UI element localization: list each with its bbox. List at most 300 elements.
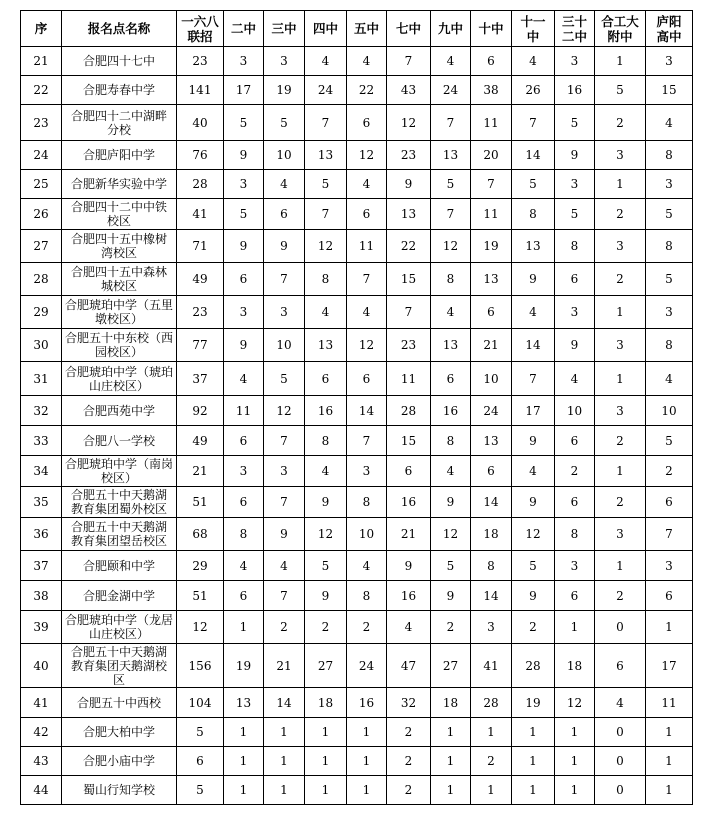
quota-value-cell: 26 <box>512 76 555 105</box>
table-row <box>21 170 693 199</box>
row-number-cell: 27 <box>21 230 62 263</box>
column-header <box>347 11 387 47</box>
quota-value-cell: 7 <box>646 518 693 551</box>
column-header-line: 高中 <box>656 28 682 44</box>
quota-value-cell: 13 <box>512 230 555 263</box>
column-header-line: 十一 <box>520 13 546 29</box>
quota-value-cell: 2 <box>387 776 431 805</box>
quota-value-cell: 9 <box>387 551 431 581</box>
quota-value-cell: 1 <box>512 776 555 805</box>
row-number-cell: 28 <box>21 263 62 296</box>
school-name-cell <box>62 426 177 456</box>
quota-value-cell: 2 <box>431 611 471 644</box>
quota-value-cell: 1 <box>264 776 305 805</box>
row-number-cell: 37 <box>21 551 62 581</box>
quota-value-cell: 6 <box>177 747 224 776</box>
quota-value-cell: 21 <box>177 456 224 487</box>
quota-value-cell: 1 <box>595 362 646 396</box>
quota-value-cell: 4 <box>305 296 347 329</box>
quota-value-cell: 2 <box>595 263 646 296</box>
column-header-line: 十中 <box>478 21 504 36</box>
quota-value-cell: 2 <box>512 611 555 644</box>
quota-value-cell: 156 <box>177 644 224 688</box>
quota-value-cell: 3 <box>264 456 305 487</box>
school-name-line: 合肥五十中天鹅湖 <box>70 520 167 534</box>
quota-value-cell: 47 <box>387 644 431 688</box>
quota-value-cell: 14 <box>512 141 555 170</box>
quota-value-cell: 43 <box>387 76 431 105</box>
quota-value-cell: 28 <box>177 170 224 199</box>
table-row <box>21 747 693 776</box>
school-name-cell <box>62 141 177 170</box>
quota-value-cell: 7 <box>512 362 555 396</box>
column-header <box>471 11 512 47</box>
school-name-cell <box>62 644 177 688</box>
quota-value-cell: 15 <box>387 426 431 456</box>
quota-value-cell: 4 <box>555 362 595 396</box>
quota-value-cell: 1 <box>471 776 512 805</box>
school-name-cell <box>62 518 177 551</box>
school-name-cell <box>62 263 177 296</box>
quota-value-cell: 12 <box>177 611 224 644</box>
school-name-line: 合肥琥珀中学（龙居 <box>64 613 173 627</box>
school-name-line: 湾校区 <box>100 246 137 260</box>
quota-value-cell: 76 <box>177 141 224 170</box>
column-header-line: 七中 <box>395 21 421 36</box>
quota-value-cell: 2 <box>471 747 512 776</box>
table-row <box>21 487 693 518</box>
quota-value-cell: 7 <box>347 263 387 296</box>
quota-value-cell: 9 <box>264 230 305 263</box>
quota-value-cell: 24 <box>431 76 471 105</box>
quota-value-cell: 19 <box>264 76 305 105</box>
column-header-line: 联招 <box>187 28 213 44</box>
column-header <box>305 11 347 47</box>
quota-value-cell: 8 <box>224 518 264 551</box>
quota-value-cell: 23 <box>177 47 224 76</box>
school-name-line: 合肥琥珀中学（南岗 <box>64 457 173 471</box>
quota-value-cell: 7 <box>431 105 471 141</box>
school-name-line: 合肥四十五中森林 <box>70 265 167 279</box>
quota-value-cell: 12 <box>555 688 595 718</box>
quota-value-cell: 12 <box>347 141 387 170</box>
quota-value-cell: 9 <box>512 487 555 518</box>
row-number-cell: 33 <box>21 426 62 456</box>
quota-value-cell: 0 <box>595 776 646 805</box>
school-name-line: 分校 <box>106 122 131 137</box>
school-name-cell <box>62 105 177 141</box>
quota-value-cell: 4 <box>264 551 305 581</box>
quota-value-cell: 17 <box>512 396 555 426</box>
quota-value-cell: 27 <box>431 644 471 688</box>
quota-value-cell: 14 <box>264 688 305 718</box>
quota-value-cell: 12 <box>347 329 387 362</box>
quota-value-cell: 1 <box>555 718 595 747</box>
row-number-cell: 25 <box>21 170 62 199</box>
column-header <box>387 11 431 47</box>
quota-value-cell: 22 <box>387 230 431 263</box>
quota-value-cell: 37 <box>177 362 224 396</box>
quota-value-cell: 3 <box>595 329 646 362</box>
table-row <box>21 362 693 396</box>
quota-value-cell: 41 <box>177 199 224 230</box>
quota-value-cell: 6 <box>387 456 431 487</box>
column-header-line: 三十 <box>561 13 587 29</box>
quota-value-cell: 3 <box>646 170 693 199</box>
quota-value-cell: 4 <box>224 362 264 396</box>
quota-value-cell: 8 <box>646 230 693 263</box>
quota-value-cell: 4 <box>431 47 471 76</box>
quota-value-cell: 8 <box>646 329 693 362</box>
school-name-line: 合肥四十七中 <box>82 54 155 68</box>
quota-value-cell: 6 <box>347 105 387 141</box>
quota-value-cell: 8 <box>431 263 471 296</box>
quota-value-cell: 9 <box>512 263 555 296</box>
quota-value-cell: 7 <box>264 263 305 296</box>
school-name-cell <box>62 551 177 581</box>
table-row <box>21 456 693 487</box>
quota-value-cell: 12 <box>305 230 347 263</box>
school-name-line: 合肥庐阳中学 <box>82 148 155 162</box>
quota-value-cell: 9 <box>305 487 347 518</box>
row-number-cell: 36 <box>21 518 62 551</box>
quota-value-cell: 5 <box>177 718 224 747</box>
school-name-line: 校区 <box>106 214 131 228</box>
row-number-cell: 34 <box>21 456 62 487</box>
column-header <box>555 11 595 47</box>
school-name-line: 合肥西苑中学 <box>82 403 155 418</box>
quota-value-cell: 27 <box>305 644 347 688</box>
quota-value-cell: 28 <box>387 396 431 426</box>
quota-value-cell: 41 <box>471 644 512 688</box>
quota-value-cell: 2 <box>264 611 305 644</box>
quota-value-cell: 4 <box>431 456 471 487</box>
quota-value-cell: 8 <box>305 426 347 456</box>
column-header-line: 二中 <box>230 21 256 36</box>
row-number-cell: 38 <box>21 581 62 611</box>
quota-value-cell: 21 <box>471 329 512 362</box>
row-number-cell: 29 <box>21 296 62 329</box>
quota-value-cell: 1 <box>224 776 264 805</box>
row-number-cell: 42 <box>21 718 62 747</box>
allocation-table-wrapper <box>20 10 693 805</box>
quota-value-cell: 13 <box>224 688 264 718</box>
quota-value-cell: 16 <box>387 487 431 518</box>
quota-value-cell: 9 <box>264 518 305 551</box>
column-header-line: 报名点名称 <box>87 21 151 36</box>
quota-value-cell: 10 <box>264 329 305 362</box>
quota-value-cell: 4 <box>305 47 347 76</box>
quota-value-cell: 10 <box>646 396 693 426</box>
quota-value-cell: 2 <box>595 426 646 456</box>
quota-value-cell: 5 <box>646 426 693 456</box>
column-header <box>21 11 62 47</box>
school-name-line: 合肥小庙中学 <box>82 754 155 768</box>
quota-value-cell: 2 <box>555 456 595 487</box>
quota-value-cell: 7 <box>431 199 471 230</box>
quota-value-cell: 3 <box>224 456 264 487</box>
quota-value-cell: 5 <box>646 199 693 230</box>
quota-value-cell: 5 <box>224 105 264 141</box>
school-name-line: 合肥四十二中中铁 <box>70 200 167 214</box>
quota-value-cell: 38 <box>471 76 512 105</box>
quota-value-cell: 5 <box>555 105 595 141</box>
row-number-cell: 24 <box>21 141 62 170</box>
quota-value-cell: 71 <box>177 230 224 263</box>
row-number-cell: 26 <box>21 199 62 230</box>
quota-value-cell: 24 <box>347 644 387 688</box>
quota-value-cell: 11 <box>224 396 264 426</box>
quota-value-cell: 24 <box>305 76 347 105</box>
quota-value-cell: 6 <box>431 362 471 396</box>
quota-value-cell: 4 <box>512 47 555 76</box>
quota-value-cell: 28 <box>512 644 555 688</box>
quota-value-cell: 5 <box>305 551 347 581</box>
quota-value-cell: 104 <box>177 688 224 718</box>
quota-value-cell: 8 <box>305 263 347 296</box>
quota-value-cell: 49 <box>177 263 224 296</box>
quota-value-cell: 1 <box>224 747 264 776</box>
quota-value-cell: 17 <box>646 644 693 688</box>
quota-value-cell: 24 <box>471 396 512 426</box>
school-name-cell <box>62 199 177 230</box>
table-row <box>21 47 693 76</box>
quota-value-cell: 6 <box>471 47 512 76</box>
quota-value-cell: 17 <box>224 76 264 105</box>
quota-value-cell: 23 <box>387 329 431 362</box>
quota-value-cell: 1 <box>595 47 646 76</box>
quota-value-cell: 19 <box>224 644 264 688</box>
quota-value-cell: 3 <box>646 296 693 329</box>
school-name-cell <box>62 581 177 611</box>
quota-value-cell: 5 <box>512 551 555 581</box>
quota-value-cell: 4 <box>264 170 305 199</box>
quota-value-cell: 5 <box>512 170 555 199</box>
school-name-line: 园校区） <box>94 345 143 359</box>
quota-value-cell: 5 <box>646 263 693 296</box>
school-name-line: 城校区 <box>100 279 137 293</box>
quota-value-cell: 13 <box>431 329 471 362</box>
row-number-cell: 30 <box>21 329 62 362</box>
quota-value-cell: 7 <box>305 199 347 230</box>
quota-value-cell: 4 <box>347 551 387 581</box>
quota-value-cell: 51 <box>177 487 224 518</box>
quota-value-cell: 9 <box>431 487 471 518</box>
column-header <box>595 11 646 47</box>
column-header-line: 合工大 <box>601 13 639 29</box>
quota-value-cell: 6 <box>347 362 387 396</box>
quota-value-cell: 4 <box>431 296 471 329</box>
quota-value-cell: 6 <box>595 644 646 688</box>
school-name-line: 山庄校区） <box>88 378 149 393</box>
quota-value-cell: 16 <box>555 76 595 105</box>
column-header-line: 三中 <box>271 21 297 36</box>
school-name-cell <box>62 170 177 199</box>
school-name-line: 合肥八一学校 <box>82 433 155 448</box>
quota-value-cell: 13 <box>387 199 431 230</box>
quota-value-cell: 6 <box>646 487 693 518</box>
quota-value-cell: 2 <box>595 199 646 230</box>
school-name-cell <box>62 230 177 263</box>
quota-value-cell: 9 <box>387 170 431 199</box>
school-name-cell <box>62 396 177 426</box>
quota-value-cell: 12 <box>431 518 471 551</box>
quota-value-cell: 12 <box>512 518 555 551</box>
school-name-line: 教育集团蜀外校区 <box>70 502 167 516</box>
column-header <box>62 11 177 47</box>
school-name-cell <box>62 47 177 76</box>
quota-value-cell: 4 <box>305 456 347 487</box>
quota-value-cell: 28 <box>471 688 512 718</box>
quota-value-cell: 5 <box>264 362 305 396</box>
quota-value-cell: 40 <box>177 105 224 141</box>
quota-value-cell: 29 <box>177 551 224 581</box>
quota-value-cell: 6 <box>347 199 387 230</box>
quota-value-cell: 141 <box>177 76 224 105</box>
quota-value-cell: 1 <box>595 170 646 199</box>
quota-value-cell: 19 <box>512 688 555 718</box>
quota-value-cell: 1 <box>646 611 693 644</box>
column-header-line: 九中 <box>437 21 463 36</box>
quota-value-cell: 4 <box>646 105 693 141</box>
quota-value-cell: 8 <box>555 230 595 263</box>
quota-value-cell: 18 <box>471 518 512 551</box>
quota-value-cell: 20 <box>471 141 512 170</box>
school-name-line: 区 <box>112 672 125 687</box>
quota-value-cell: 2 <box>387 718 431 747</box>
quota-value-cell: 12 <box>264 396 305 426</box>
quota-value-cell: 0 <box>595 718 646 747</box>
quota-value-cell: 9 <box>305 581 347 611</box>
quota-value-cell: 6 <box>224 426 264 456</box>
quota-value-cell: 7 <box>512 105 555 141</box>
row-number-cell: 44 <box>21 776 62 805</box>
quota-value-cell: 7 <box>387 47 431 76</box>
quota-value-cell: 4 <box>387 611 431 644</box>
column-header <box>646 11 693 47</box>
quota-value-cell: 7 <box>264 426 305 456</box>
quota-value-cell: 8 <box>347 487 387 518</box>
table-row <box>21 551 693 581</box>
quota-value-cell: 2 <box>305 611 347 644</box>
quota-value-cell: 14 <box>471 487 512 518</box>
quota-value-cell: 6 <box>555 263 595 296</box>
quota-value-cell: 13 <box>305 329 347 362</box>
quota-value-cell: 15 <box>387 263 431 296</box>
quota-value-cell: 22 <box>347 76 387 105</box>
quota-value-cell: 1 <box>224 718 264 747</box>
quota-value-cell: 1 <box>305 776 347 805</box>
quota-value-cell: 3 <box>347 456 387 487</box>
column-header-line: 五中 <box>353 21 379 36</box>
quota-value-cell: 16 <box>305 396 347 426</box>
quota-value-cell: 0 <box>595 611 646 644</box>
quota-value-cell: 7 <box>305 105 347 141</box>
quota-value-cell: 3 <box>646 551 693 581</box>
school-name-line: 合肥颐和中学 <box>82 558 155 573</box>
school-name-line: 合肥琥珀中学（琥珀 <box>64 364 173 379</box>
quota-value-cell: 3 <box>595 396 646 426</box>
quota-value-cell: 3 <box>555 170 595 199</box>
quota-value-cell: 2 <box>595 487 646 518</box>
school-name-line: 教育集团天鹅湖校 <box>70 658 167 673</box>
quota-value-cell: 11 <box>646 688 693 718</box>
column-header <box>512 11 555 47</box>
school-name-line: 合肥五十中天鹅湖 <box>70 644 167 659</box>
quota-value-cell: 6 <box>305 362 347 396</box>
school-name-cell <box>62 76 177 105</box>
quota-value-cell: 4 <box>595 688 646 718</box>
table-row <box>21 611 693 644</box>
quota-value-cell: 3 <box>224 47 264 76</box>
quota-value-cell: 8 <box>347 581 387 611</box>
quota-value-cell: 14 <box>512 329 555 362</box>
quota-value-cell: 68 <box>177 518 224 551</box>
school-name-line: 校区） <box>100 471 137 485</box>
table-row <box>21 141 693 170</box>
column-header-line: 二中 <box>561 28 587 44</box>
quota-value-cell: 18 <box>555 644 595 688</box>
quota-value-cell: 8 <box>431 426 471 456</box>
row-number-cell: 43 <box>21 747 62 776</box>
quota-value-cell: 5 <box>305 170 347 199</box>
quota-value-cell: 2 <box>347 611 387 644</box>
table-row <box>21 718 693 747</box>
quota-value-cell: 14 <box>347 396 387 426</box>
quota-value-cell: 1 <box>595 296 646 329</box>
header-row <box>21 11 693 47</box>
column-header <box>264 11 305 47</box>
quota-value-cell: 10 <box>555 396 595 426</box>
column-header-line: 庐阳 <box>656 13 682 29</box>
quota-value-cell: 7 <box>264 487 305 518</box>
quota-value-cell: 1 <box>431 747 471 776</box>
quota-value-cell: 3 <box>224 296 264 329</box>
row-number-cell: 32 <box>21 396 62 426</box>
quota-value-cell: 4 <box>347 296 387 329</box>
quota-value-cell: 13 <box>431 141 471 170</box>
quota-value-cell: 3 <box>555 551 595 581</box>
quota-value-cell: 9 <box>224 329 264 362</box>
quota-value-cell: 1 <box>224 611 264 644</box>
school-name-cell <box>62 456 177 487</box>
quota-value-cell: 1 <box>595 456 646 487</box>
quota-value-cell: 8 <box>555 518 595 551</box>
quota-value-cell: 1 <box>646 718 693 747</box>
table-row <box>21 688 693 718</box>
quota-value-cell: 23 <box>387 141 431 170</box>
quota-value-cell: 12 <box>431 230 471 263</box>
quota-value-cell: 9 <box>224 230 264 263</box>
table-row <box>21 518 693 551</box>
quota-value-cell: 6 <box>555 487 595 518</box>
quota-value-cell: 5 <box>264 105 305 141</box>
row-number-cell: 31 <box>21 362 62 396</box>
quota-value-cell: 16 <box>347 688 387 718</box>
quota-value-cell: 12 <box>305 518 347 551</box>
quota-value-cell: 5 <box>177 776 224 805</box>
quota-value-cell: 12 <box>387 105 431 141</box>
quota-value-cell: 1 <box>646 747 693 776</box>
school-name-cell <box>62 611 177 644</box>
column-header <box>431 11 471 47</box>
table-row <box>21 776 693 805</box>
quota-value-cell: 92 <box>177 396 224 426</box>
quota-value-cell: 5 <box>431 551 471 581</box>
row-number-cell: 40 <box>21 644 62 688</box>
quota-value-cell: 1 <box>305 718 347 747</box>
quota-value-cell: 11 <box>471 105 512 141</box>
